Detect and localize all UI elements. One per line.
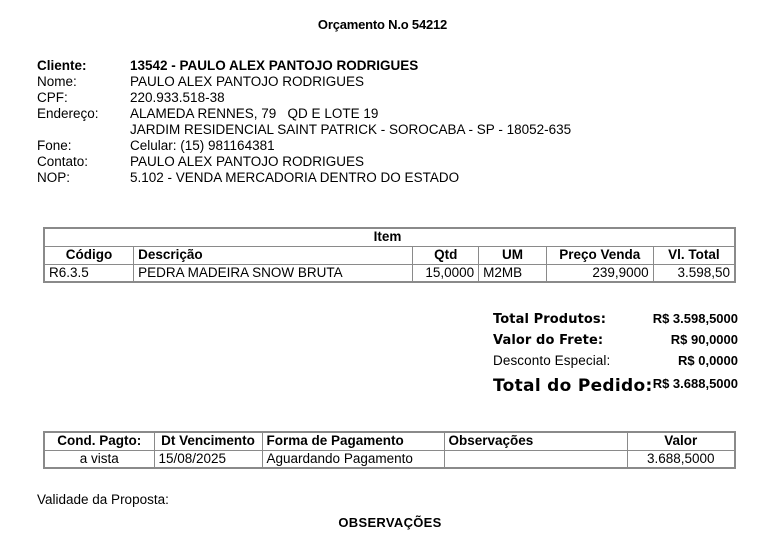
desconto-row xyxy=(493,353,738,374)
items-title-row xyxy=(44,228,735,246)
cell-observacoes xyxy=(444,450,627,468)
total-pedido-label: Total do Pedido: xyxy=(493,376,653,396)
address-row xyxy=(37,106,571,122)
header-valor: Valor xyxy=(627,432,735,450)
cpf-label: CPF: xyxy=(37,90,68,105)
total-produtos-label: Total Produtos: xyxy=(493,312,607,327)
totals-block xyxy=(493,311,738,404)
desconto-value: R$ 0,0000 xyxy=(678,353,738,368)
contact-row xyxy=(37,154,571,170)
cell-descricao: PEDRA MADEIRA SNOW BRUTA xyxy=(134,264,413,282)
header-codigo: Código xyxy=(44,246,134,264)
address-row-2 xyxy=(37,122,571,138)
table-row xyxy=(44,450,735,468)
frete-row xyxy=(493,332,738,353)
cell-codigo: R6.3.5 xyxy=(44,264,134,282)
header-cond-pagto: Cond. Pagto: xyxy=(44,432,154,450)
address-line2: JARDIM RESIDENCIAL SAINT PATRICK - SOROCABA - SP - 18052-635 xyxy=(130,122,572,137)
total-pedido-row xyxy=(493,376,738,404)
address-line1: ALAMEDA RENNES, 79 QD E LOTE 19 xyxy=(130,106,379,121)
total-produtos-value: R$ 3.598,5000 xyxy=(652,311,738,326)
name-row xyxy=(37,74,571,90)
header-um: UM xyxy=(479,246,547,264)
total-pedido-value: R$ 3.688,5000 xyxy=(652,376,738,391)
phone-row xyxy=(37,138,571,154)
client-value: 13542 - PAULO ALEX PANTOJO RODRIGUES xyxy=(130,58,419,73)
contact-value: PAULO ALEX PANTOJO RODRIGUES xyxy=(130,154,365,169)
cpf-row xyxy=(37,90,571,106)
cell-vl-total: 3.598,50 xyxy=(653,264,735,282)
client-info xyxy=(37,58,571,186)
contact-label: Contato: xyxy=(37,154,89,169)
document-title: Orçamento N.o 54212 xyxy=(317,17,448,32)
cell-preco-venda: 239,9000 xyxy=(546,264,653,282)
name-label: Nome: xyxy=(37,74,77,89)
validade-label: Validade da Proposta: xyxy=(37,492,169,507)
cell-qtd: 15,0000 xyxy=(413,264,479,282)
nop-value: 5.102 - VENDA MERCADORIA DENTRO DO ESTADO xyxy=(130,170,460,185)
payments-header-row xyxy=(44,432,735,450)
header-forma-pagamento: Forma de Pagamento xyxy=(262,432,444,450)
header-observacoes: Observações xyxy=(444,432,627,450)
frete-value: R$ 90,0000 xyxy=(670,332,738,347)
cpf-value: 220.933.518-38 xyxy=(130,90,225,105)
cell-dt-vencimento: 15/08/2025 xyxy=(154,450,262,468)
items-table xyxy=(43,227,736,283)
address-label-empty xyxy=(37,122,130,138)
header-preco-venda: Preço Venda xyxy=(546,246,653,264)
items-header-row xyxy=(44,246,735,264)
observacoes-title: OBSERVAÇÕES xyxy=(338,515,442,530)
table-row xyxy=(44,264,735,282)
phone-value: Celular: (15) 981164381 xyxy=(130,138,275,153)
header-qtd: Qtd xyxy=(413,246,479,264)
header-dt-vencimento: Dt Vencimento xyxy=(154,432,262,450)
client-row xyxy=(37,58,571,74)
items-table-title: Item xyxy=(44,228,735,246)
nop-label: NOP: xyxy=(37,170,71,185)
cell-forma-pagamento: Aguardando Pagamento xyxy=(262,450,444,468)
desconto-label: Desconto Especial: xyxy=(493,353,611,368)
cell-cond-pagto: a vista xyxy=(44,450,154,468)
nop-row xyxy=(37,170,571,186)
cell-valor: 3.688,5000 xyxy=(627,450,735,468)
header-descricao: Descrição xyxy=(134,246,413,264)
client-label: Cliente: xyxy=(37,58,87,73)
frete-label: Valor do Frete: xyxy=(493,333,604,348)
address-label: Endereço: xyxy=(37,106,99,121)
payments-table xyxy=(43,431,736,469)
header-vl-total: Vl. Total xyxy=(653,246,735,264)
cell-um: M2MB xyxy=(479,264,547,282)
phone-label: Fone: xyxy=(37,138,72,153)
total-produtos-row xyxy=(493,311,738,332)
name-value: PAULO ALEX PANTOJO RODRIGUES xyxy=(130,74,365,89)
